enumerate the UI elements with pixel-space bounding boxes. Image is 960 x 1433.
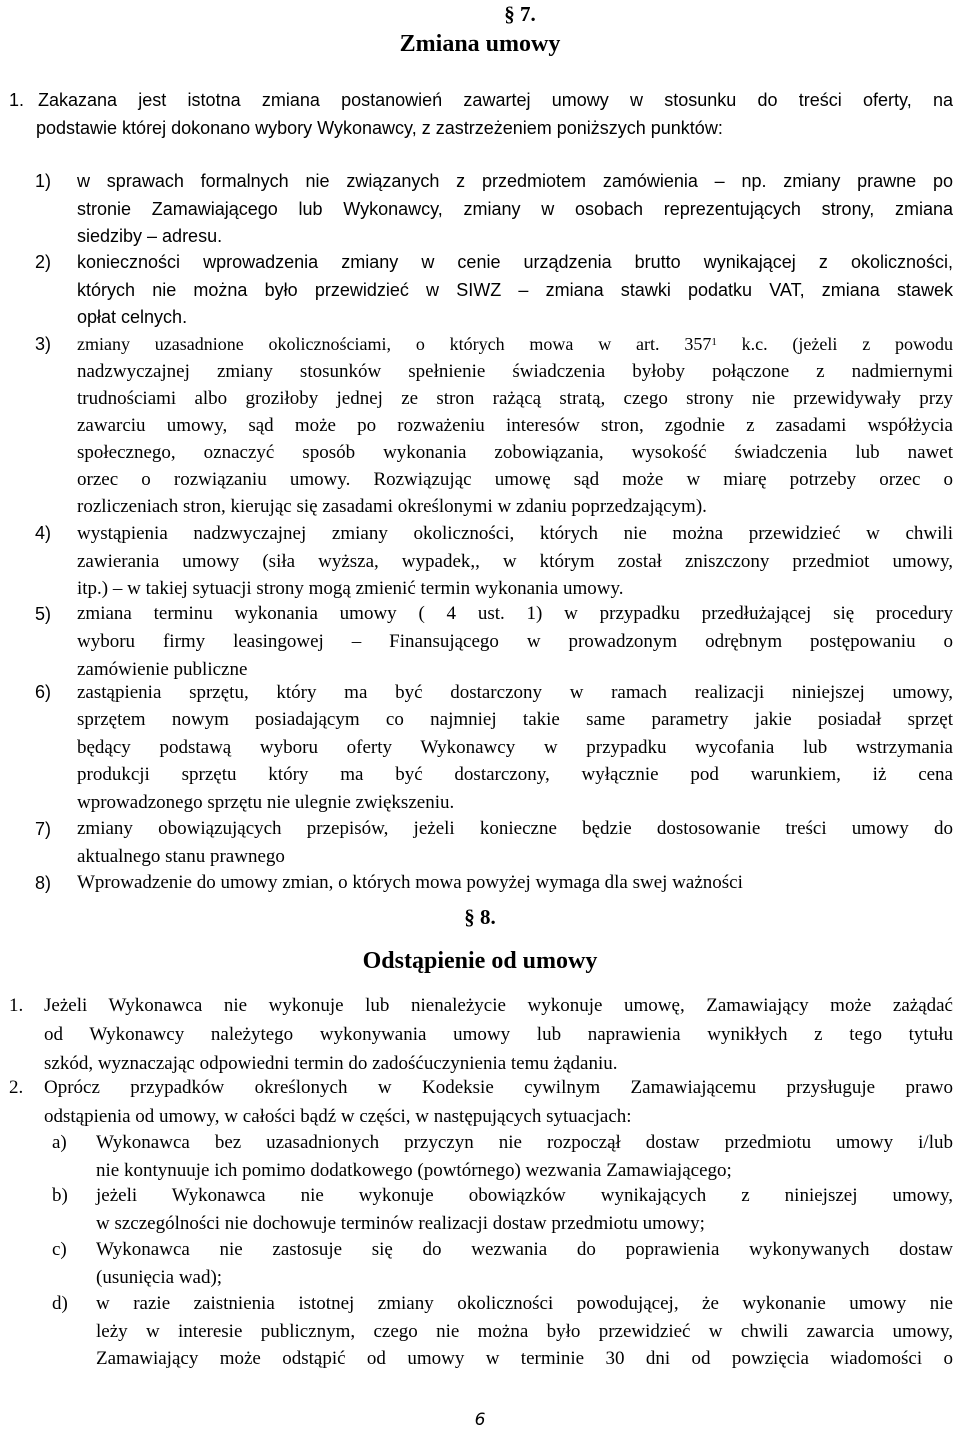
- subitem-letter: a): [52, 1132, 67, 1153]
- section-7-title: Zmiana umowy: [399, 31, 561, 57]
- text-line: odstąpienia od umowy, w całości bądź w części, w następujących sytuacjach:: [44, 1106, 632, 1127]
- text-line: nadzwyczajnej zmiany stosunków spełnienie świadczenia byłoby połączone z nadmiernymi: [77, 361, 953, 382]
- section-8-number: § 8.: [464, 905, 496, 929]
- item-number: 2.: [9, 1077, 24, 1098]
- text-line: sprzętem nowym posiadającym co najmniej takie same parametry jakie posiadał sprzęt: [77, 709, 953, 731]
- text-line: których nie można było przewidzieć w SIWZ – zmiana stawki podatku VAT, zmiana stawek: [77, 279, 953, 300]
- text-line: jeżeli Wykonawca nie wykonuje obowiązków wynikających z niniejszej umowy,: [96, 1185, 953, 1206]
- subitem-letter: d): [52, 1293, 68, 1314]
- text-line: zmiany uzasadnione okolicznościami, o których mowa w art. $357^1$ k.c. (jeżeli z powodu: [77, 334, 953, 354]
- point-number: 7): [35, 819, 52, 839]
- text-line: nie kontynuuje ich pomimo dodatkowego (powtórnego) wezwania Zamawiającego;: [96, 1160, 732, 1181]
- section-7-number: § 7.: [504, 2, 536, 26]
- text-line: zastąpienia sprzętu, który ma być dostarczony w ramach realizacji niniejszej umowy,: [77, 682, 953, 703]
- text-line: Jeżeli Wykonawca nie wykonuje lub nienależycie wykonuje umowę, Zamawiający może zażądać: [44, 995, 953, 1016]
- text-line: w szczególności nie dochowuje terminów realizacji dostaw przedmiotu umowy;: [96, 1213, 705, 1234]
- point-number: 4): [35, 523, 52, 543]
- text-line: konieczności wprowadzenia zmiany w cenie urządzenia brutto wynikającej z okoliczności,: [77, 252, 953, 272]
- text-line: stronie Zamawiającego lub Wykonawcy, zmiany w osobach reprezentujących strony, zmiana: [77, 198, 953, 219]
- text-line: siedziby – adresu.: [77, 226, 223, 246]
- text-line: Wprowadzenie do umowy zmian, o których mowa powyżej wymaga dla swej ważności: [77, 872, 743, 893]
- text-line: orzec o rozwiązaniu umowy. Rozwiązując umowę sąd może w miarę potrzeby orzec o: [77, 469, 953, 490]
- text-line: będący podstawą wyboru oferty Wykonawcy w przypadku wycofania lub wstrzymania: [77, 736, 953, 758]
- subitem-letter: b): [52, 1185, 68, 1206]
- point-number: 1): [35, 171, 52, 191]
- text-line: rozliczeniach stron, kierując się zasadami określonymi w zdaniu poprzedzającym).: [77, 496, 707, 517]
- text-line: produkcji sprzętu który ma być dostarczony, wyłącznie pod warunkiem, iż cena: [77, 764, 953, 786]
- point-number: 3): [35, 334, 52, 354]
- item-number: 1.: [9, 995, 24, 1016]
- text-line: w razie zaistnienia istotnej zmiany okoliczności powodującej, że wykonanie umowy nie: [96, 1293, 953, 1314]
- text-line: (usunięcia wad);: [96, 1267, 223, 1288]
- text-line: zawarciu umowy, sąd może po rozważeniu interesów stron, zgodnie z zasadami współżycia: [77, 415, 953, 436]
- text-line: leży w interesie publicznym, czego nie można było przewidzieć w chwili zawarcia umowy,: [96, 1320, 953, 1342]
- text-line: szkód, wyznaczając odpowiedni termin do zadośćuczynienia temu żądaniu.: [44, 1053, 618, 1074]
- text-line: od Wykonawcy należytego wykonywania umowy lub naprawienia wynikłych z tego tytułu: [44, 1024, 953, 1045]
- text-line: trudnościami albo groziłoby jednej ze stron rażącą stratą, czego strony nie przewidywały przy: [77, 388, 953, 409]
- text-line: opłat celnych.: [77, 307, 188, 327]
- subitem-letter: c): [52, 1239, 67, 1260]
- text-line: zmiana terminu wykonania umowy ( 4 ust. 1) w przypadku przedłużającej się procedury: [77, 603, 953, 624]
- superscript: 1: [711, 336, 717, 348]
- text-line: wystąpienia nadzwyczajnej zmiany okoliczności, których nie można przewidzieć w chwili: [77, 523, 953, 544]
- text-line: Zamawiający może odstąpić od umowy w terminie 30 dni od powzięcia wiadomości o: [96, 1348, 953, 1369]
- text-line: Oprócz przypadków określonych w Kodeksie cywilnym Zamawiającemu przysługuje prawo: [44, 1077, 953, 1098]
- text-line: zmiany obowiązujących przepisów, jeżeli konieczne będzie dostosowanie treści umowy do: [77, 818, 953, 839]
- text-line: Wykonawca bez uzasadnionych przyczyn nie rozpoczął dostaw przedmiotu umowy i/lub: [96, 1132, 953, 1153]
- text-line: zamówienie publiczne: [77, 659, 248, 680]
- text-line: Zakazana jest istotna zmiana postanowień zawartej umowy w stosunku do treści oferty, na: [38, 90, 953, 110]
- text-line: wprowadzonego sprzętu nie ulegnie zwiększeniu.: [77, 791, 455, 813]
- item-number: 1.: [9, 90, 25, 110]
- text-line: podstawie której dokonano wybory Wykonawcy, z zastrzeżeniem poniższych punktów:: [36, 118, 723, 138]
- text-line: Wykonawca nie zastosuje się do wezwania do poprawienia wykonywanych dostaw: [96, 1239, 953, 1260]
- section-8-title: Odstąpienie od umowy: [362, 948, 598, 974]
- text-line: aktualnego stanu prawnego: [77, 846, 285, 867]
- page-number: 6: [474, 1410, 486, 1430]
- text-line: w sprawach formalnych nie związanych z przedmiotem zamówienia – np. zmiany prawne po: [77, 171, 953, 191]
- text-line: zawierania umowy (siła wyższa, wypadek,, w którym został zniszczony przedmiot umowy,: [77, 550, 953, 572]
- point-number: 6): [35, 682, 52, 702]
- point-number: 5): [35, 604, 52, 624]
- point-number: 8): [35, 873, 52, 893]
- text-line: wyboru firmy leasingowej – Finansującego w prowadzonym odrębnym postępowaniu o: [77, 631, 953, 652]
- text-line: społecznego, oznaczyć sposób wykonania zobowiązania, wysokość świadczenia lub nawet: [77, 442, 953, 463]
- text-line: itp.) – w takiej sytuacji strony mogą zmienić termin wykonania umowy.: [77, 578, 624, 599]
- point-number: 2): [35, 252, 52, 272]
